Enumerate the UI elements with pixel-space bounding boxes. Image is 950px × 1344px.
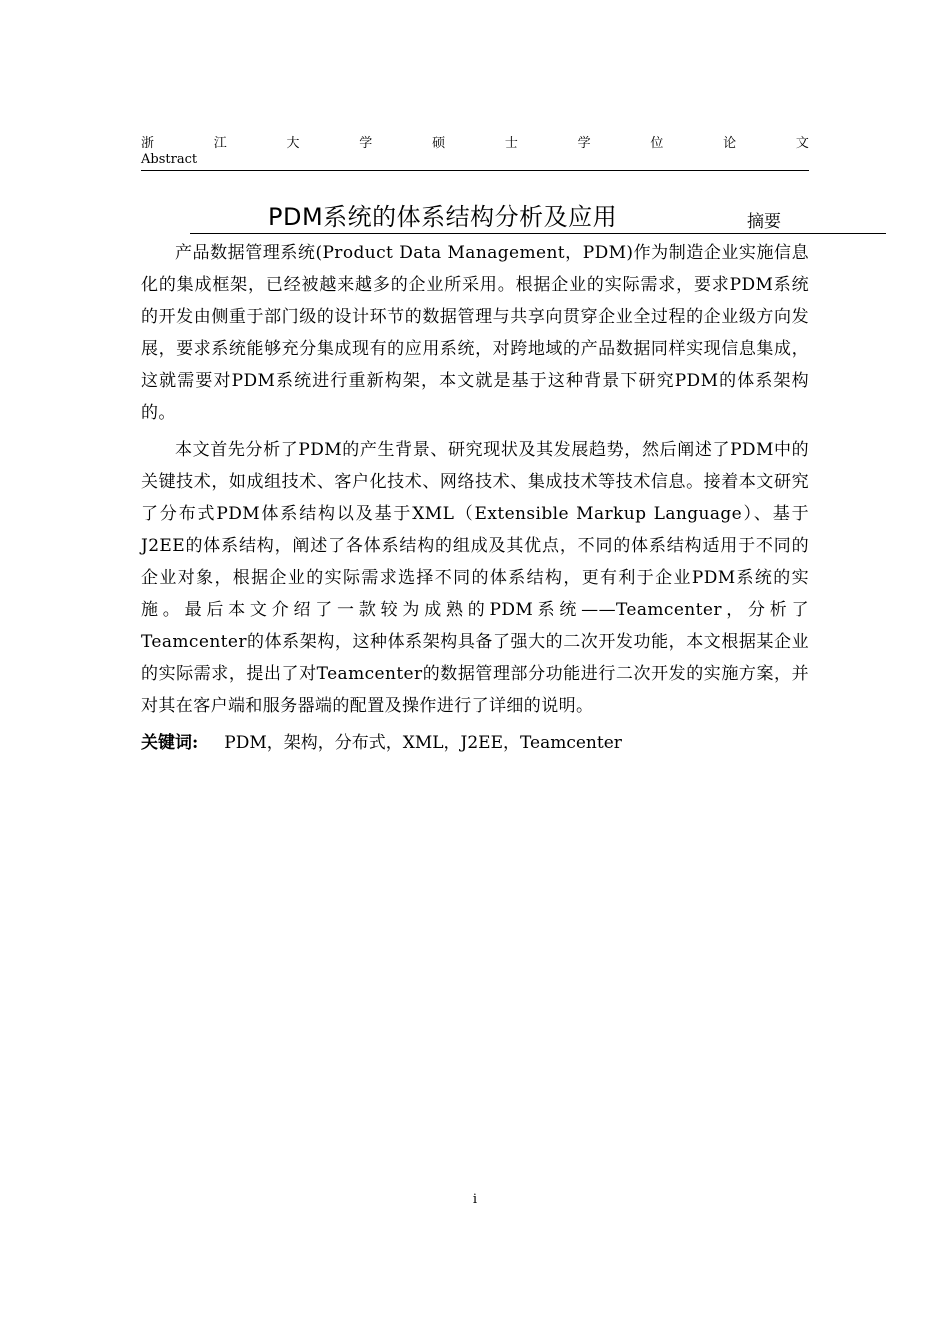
header-char: 江	[213, 136, 227, 151]
abstract-body	[141, 237, 809, 759]
header-char: 学	[359, 136, 373, 151]
header-char: 文	[795, 136, 809, 151]
header-divider	[141, 170, 809, 171]
document-title: PDM系统的体系结构分析及应用	[268, 203, 618, 231]
header-subtitle: Abstract	[141, 152, 198, 167]
header-char: 学	[577, 136, 591, 151]
keywords-label: 关键词:	[141, 733, 199, 753]
header-char: 位	[650, 136, 664, 151]
keywords-value: PDM，架构，分布式，XML，J2EE，Teamcenter	[224, 733, 622, 753]
keywords-line	[141, 727, 809, 759]
page-number: i	[472, 1192, 478, 1207]
abstract-paragraph-2: 本文首先分析了PDM的产生背景、研究现状及其发展趋势，然后阐述了PDM中的关键技术，如成组技术、客户化技术、网络技术、集成技术等技术信息。接着本文研究了分布式PDM体系结构以及基于XML（Extensible Markup Language）、基于J2EE的体系结构，阐述了各体系结构的组成及其优点，不同的体系结构适用于不同的企业对象，根据企业的实际需求选择不同的体系结构，更有利于企业PDM系统的实施。最后本文介绍了一款较为成熟的PDM系统——Teamcenter，分析了Teamcenter的体系架构，这种体系架构具备了强大的二次开发功能，本文根据某企业的实际需求，提出了对Teamcenter的数据管理部分功能进行二次开发的实施方案，并对其在客户端和服务器端的配置及操作进行了详细的说明。	[141, 440, 809, 716]
header-char: 浙	[141, 136, 155, 151]
title-underline	[190, 233, 886, 234]
header-char: 大	[286, 136, 300, 151]
title-row	[141, 202, 809, 236]
abstract-paragraph-1: 产品数据管理系统(Product Data Management，PDM)作为制造企业实施信息化的集成框架，已经被越来越多的企业所采用。根据企业的实际需求，要求PDM系统的开发由侧重于部门级的设计环节的数据管理与共享向贯穿企业全过程的企业级方向发展，要求系统能够充分集成现有的应用系统，对跨地域的产品数据同样实现信息集成，这就需要对PDM系统进行重新构架，本文就是基于这种背景下研究PDM的体系架构的。	[141, 243, 809, 423]
header-char: 硕	[432, 136, 446, 151]
page-header	[141, 136, 809, 168]
section-label: 摘要	[747, 212, 781, 232]
header-char: 论	[723, 136, 737, 151]
header-title	[141, 136, 809, 152]
header-char: 士	[504, 136, 518, 151]
